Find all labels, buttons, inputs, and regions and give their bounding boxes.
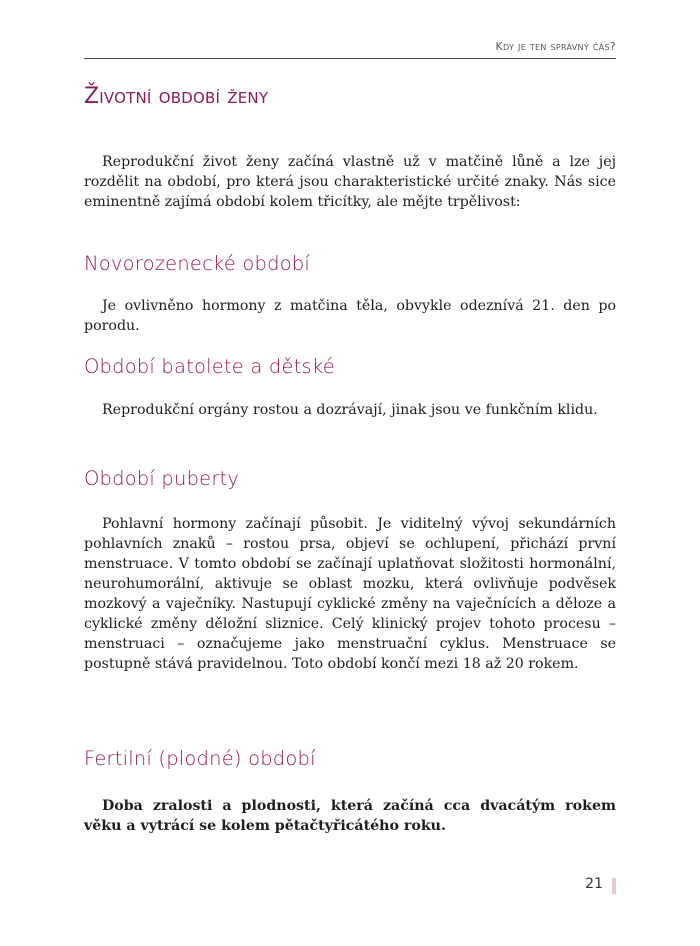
section-heading-fertile: Fertilní (plodné) období <box>84 747 316 770</box>
section-text-fertile: Doba zralosti a plodnosti, která začíná cca dvacátým rokem věku a vytrácí se kolem pětačtyřicátého roku. <box>84 798 616 834</box>
header-rule <box>84 58 616 59</box>
section-text-newborn: Je ovlivněno hormony z matčina těla, obvykle odeznívá 21. den po porodu. <box>84 298 616 334</box>
intro-paragraph: Reprodukční život ženy začíná vlastně už v matčině lůně a lze jej rozdělit na období, pro která jsou charakteristické určité znaky. Nás sice eminentně zajímá období kolem třicítky, ale mějte trpělivost: <box>84 154 616 210</box>
page-number: 21 <box>585 876 603 892</box>
chapter-title: Životní období ženy <box>84 84 269 109</box>
section-text-toddler: Reprodukční orgány rostou a dozrávají, jinak jsou ve funkčním klidu. <box>102 402 598 418</box>
section-heading-newborn: Novorozenecké období <box>84 252 311 275</box>
page-marker <box>612 878 616 894</box>
running-head: Kdy je ten správný čas? <box>495 40 616 53</box>
section-heading-puberty: Období puberty <box>84 467 240 490</box>
section-text-puberty: Pohlavní hormony začínají působit. Je viditelný vývoj sekundárních pohlavních znaků – rostou prsa, objeví se ochlupení, přichází první menstruace. V tomto období se začínají uplatňovat složitosti hormonální, neurohumorální, aktivuje se oblast mozku, která ovlivňuje podvěsek mozkový a vaječníky. Nastupují cyklické změny na vaječnících a děloze a cyklické změny děložní sliznice. Celý klinický projev tohoto procesu – menstruaci – označujeme jako menstruační cyklus. Menstruace se postupně stává pravidelnou. Toto období končí mezi 18 až 20 rokem. <box>84 516 616 672</box>
section-heading-toddler: Období batolete a dětské <box>84 355 335 378</box>
